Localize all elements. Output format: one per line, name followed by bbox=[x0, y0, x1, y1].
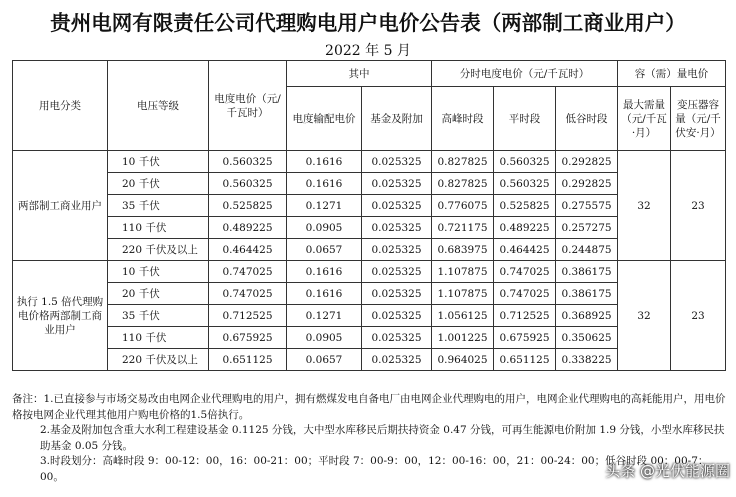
valley-cell: 0.386175 bbox=[556, 261, 618, 283]
flat-cell: 0.651125 bbox=[494, 349, 556, 371]
max-demand-cell: 32 bbox=[618, 151, 671, 261]
voltage-cell: 110 千伏 bbox=[108, 327, 209, 349]
fund-cell: 0.025325 bbox=[362, 327, 432, 349]
header-price: 电度电价（元/千瓦时） bbox=[209, 61, 287, 151]
fund-cell: 0.025325 bbox=[362, 239, 432, 261]
flat-cell: 0.712525 bbox=[494, 305, 556, 327]
valley-cell: 0.292825 bbox=[556, 173, 618, 195]
flat-cell: 0.560325 bbox=[494, 151, 556, 173]
valley-cell: 0.257275 bbox=[556, 217, 618, 239]
flat-cell: 0.525825 bbox=[494, 195, 556, 217]
note-2: 2.基金及附加包含重大水利工程建设基金 0.1125 分钱，大中型水库移民后期扶持资金 0.47 分钱，可再生能源电价附加 1.9 分钱，小型水库移民扶助基金 0.05 分钱。 bbox=[40, 424, 725, 452]
publish-date: 2022 年 5 月 bbox=[325, 43, 411, 59]
header-max-demand: 最大需量（元/千瓦·月） bbox=[618, 87, 671, 151]
voltage-cell: 35 千伏 bbox=[108, 195, 209, 217]
header-valley: 低谷时段 bbox=[556, 87, 618, 151]
fund-cell: 0.025325 bbox=[362, 261, 432, 283]
transformer-cell: 23 bbox=[671, 151, 726, 261]
price-cell: 0.747025 bbox=[209, 283, 287, 305]
fund-cell: 0.025325 bbox=[362, 173, 432, 195]
transmission-cell: 0.1616 bbox=[287, 261, 362, 283]
transmission-cell: 0.0657 bbox=[287, 239, 362, 261]
valley-cell: 0.368925 bbox=[556, 305, 618, 327]
transmission-cell: 0.0905 bbox=[287, 217, 362, 239]
peak-cell: 0.964025 bbox=[432, 349, 494, 371]
transmission-cell: 0.0905 bbox=[287, 327, 362, 349]
flat-cell: 0.675925 bbox=[494, 327, 556, 349]
valley-cell: 0.292825 bbox=[556, 151, 618, 173]
transmission-cell: 0.1616 bbox=[287, 283, 362, 305]
price-cell: 0.560325 bbox=[209, 173, 287, 195]
fund-cell: 0.025325 bbox=[362, 151, 432, 173]
peak-cell: 0.721175 bbox=[432, 217, 494, 239]
peak-cell: 0.683975 bbox=[432, 239, 494, 261]
tariff-table bbox=[12, 60, 726, 371]
voltage-cell: 220 千伏及以上 bbox=[108, 349, 209, 371]
voltage-cell: 20 千伏 bbox=[108, 173, 209, 195]
transmission-cell: 0.1271 bbox=[287, 195, 362, 217]
valley-cell: 0.275575 bbox=[556, 195, 618, 217]
fund-cell: 0.025325 bbox=[362, 305, 432, 327]
note-3: 3.时段划分：高峰时段 9：00-12：00，16：00-21：00；平时段 7：00-9：00，12：00-16：00，21：00-24：00；低谷时段 00：00-7：00。 bbox=[40, 455, 709, 483]
voltage-cell: 110 千伏 bbox=[108, 217, 209, 239]
header-capacity: 容（需）量电价 bbox=[618, 61, 726, 87]
fund-cell: 0.025325 bbox=[362, 217, 432, 239]
price-cell: 0.560325 bbox=[209, 151, 287, 173]
peak-cell: 0.776075 bbox=[432, 195, 494, 217]
header-fund: 基金及附加 bbox=[362, 87, 432, 151]
transmission-cell: 0.1616 bbox=[287, 173, 362, 195]
fund-cell: 0.025325 bbox=[362, 349, 432, 371]
header-tou: 分时电度电价（元/千瓦时） bbox=[432, 61, 618, 87]
voltage-cell: 35 千伏 bbox=[108, 305, 209, 327]
price-cell: 0.747025 bbox=[209, 261, 287, 283]
peak-cell: 1.056125 bbox=[432, 305, 494, 327]
transformer-cell: 23 bbox=[671, 261, 726, 371]
valley-cell: 0.350625 bbox=[556, 327, 618, 349]
max-demand-cell: 32 bbox=[618, 261, 671, 371]
flat-cell: 0.464425 bbox=[494, 239, 556, 261]
fund-cell: 0.025325 bbox=[362, 283, 432, 305]
peak-cell: 0.827825 bbox=[432, 173, 494, 195]
watermark: 头条 @光伏能源圈 bbox=[605, 462, 730, 480]
price-cell: 0.489225 bbox=[209, 217, 287, 239]
peak-cell: 1.001225 bbox=[432, 327, 494, 349]
header-flat: 平时段 bbox=[494, 87, 556, 151]
valley-cell: 0.244875 bbox=[556, 239, 618, 261]
fund-cell: 0.025325 bbox=[362, 195, 432, 217]
flat-cell: 0.560325 bbox=[494, 173, 556, 195]
price-cell: 0.525825 bbox=[209, 195, 287, 217]
header-peak: 高峰时段 bbox=[432, 87, 494, 151]
flat-cell: 0.489225 bbox=[494, 217, 556, 239]
voltage-cell: 10 千伏 bbox=[108, 151, 209, 173]
transmission-cell: 0.0657 bbox=[287, 349, 362, 371]
peak-cell: 0.827825 bbox=[432, 151, 494, 173]
price-cell: 0.651125 bbox=[209, 349, 287, 371]
voltage-cell: 20 千伏 bbox=[108, 283, 209, 305]
voltage-cell: 220 千伏及以上 bbox=[108, 239, 209, 261]
transmission-cell: 0.1616 bbox=[287, 151, 362, 173]
group-category: 两部制工商业用户 bbox=[13, 151, 108, 261]
page-title: 贵州电网有限责任公司代理购电用户电价公告表（两部制工商业用户） bbox=[50, 11, 686, 35]
peak-cell: 1.107875 bbox=[432, 283, 494, 305]
price-cell: 0.675925 bbox=[209, 327, 287, 349]
peak-cell: 1.107875 bbox=[432, 261, 494, 283]
header-category: 用电分类 bbox=[13, 61, 108, 151]
header-transformer: 变压器容量（元/千伏安·月） bbox=[671, 87, 726, 151]
note-1: 备注：1.已直接参与市场交易改由电网企业代理购电的用户，拥有燃煤发电自备电厂由电网企业代理购电的用户，电网企业代理购电的高耗能用户，用电价格按电网企业代理其他用户购电价格的1.5倍执行。 bbox=[12, 393, 726, 421]
header-voltage: 电压等级 bbox=[108, 61, 209, 151]
transmission-cell: 0.1271 bbox=[287, 305, 362, 327]
header-transmission: 电度输配电价 bbox=[287, 87, 362, 151]
flat-cell: 0.747025 bbox=[494, 261, 556, 283]
valley-cell: 0.386175 bbox=[556, 283, 618, 305]
price-cell: 0.464425 bbox=[209, 239, 287, 261]
valley-cell: 0.338225 bbox=[556, 349, 618, 371]
flat-cell: 0.747025 bbox=[494, 283, 556, 305]
voltage-cell: 10 千伏 bbox=[108, 261, 209, 283]
group-category: 执行 1.5 倍代理购电价格两部制工商业用户 bbox=[13, 261, 108, 371]
price-cell: 0.712525 bbox=[209, 305, 287, 327]
header-of-which: 其中 bbox=[287, 61, 432, 87]
